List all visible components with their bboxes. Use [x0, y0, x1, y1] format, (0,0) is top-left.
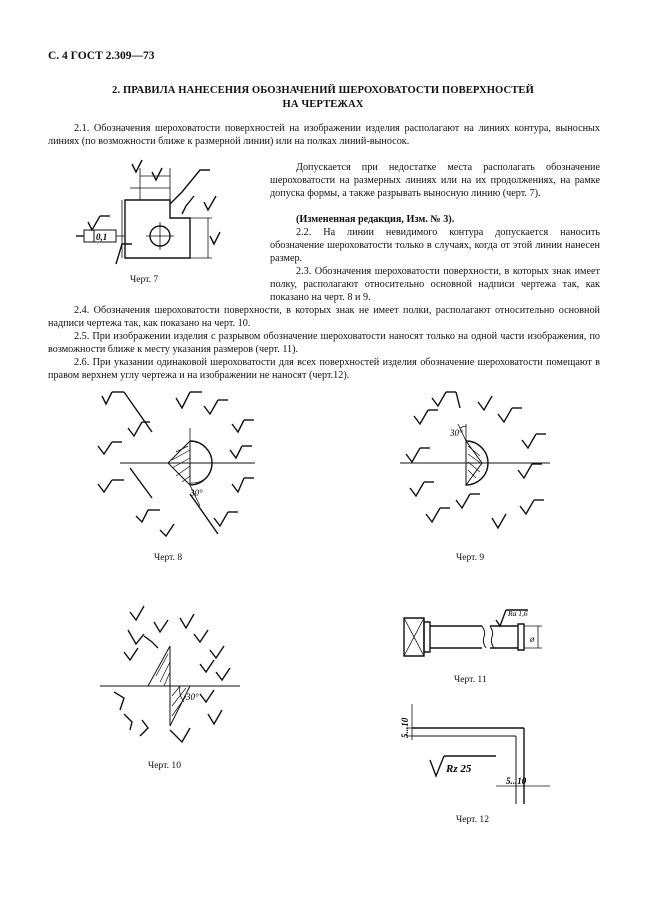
caption-fig-11: Черт. 11 [454, 674, 487, 685]
section-title [48, 84, 598, 112]
page-header: С. 4 ГОСТ 2.309—73 [48, 50, 155, 62]
section-title-line-1: 2. ПРАВИЛА НАНЕСЕНИЯ ОБОЗНАЧЕНИЙ ШЕРОХОВАТОСТИ ПОВЕРХНОСТЕЙ [112, 85, 534, 96]
fig9-angle-label: 30° [450, 428, 463, 438]
paragraph-2-2: 2.2. На линии невидимого контура допускается наносить обозначение шероховатости только в случаях, когда от этой линии нанесен размер. [270, 227, 600, 265]
paragraph-2-1-cont: Допускается при недостатке места располагать обозначение шероховатости на размерных линиях или на их продолжениях, на рамке допуска формы, а также разрывать выносную линию (черт. 7). [270, 162, 600, 200]
paragraph-2-1: 2.1. Обозначения шероховатости поверхностей на изображении изделия располагают на линиях контура, выносных линиях (по возможности ближе к размерной линии) или на полках линий-выносок. [48, 123, 600, 148]
paragraph-2-3: 2.3. Обозначения шероховатости поверхности, в которых знак имеет полку, располагают относительно основной надписи чертежа так, как показано на черт. 8 и 9. [270, 266, 600, 304]
fig12-dim-label-b: 5...10 [506, 776, 527, 786]
figure-11-drawing [400, 602, 560, 668]
caption-fig-8: Черт. 8 [154, 552, 183, 563]
figure-7-drawing [70, 158, 265, 273]
figure-12-drawing [400, 700, 550, 804]
fig12-dim-label-a: 5...10 [400, 717, 410, 738]
paragraph-2-5: 2.5. При изображении изделия с разрывом обозначение шероховатости наносят только на одной части изображения, по возможности ближе к месту указания размеров (черт. 11). [48, 331, 600, 356]
fig8-angle-label: 30° [190, 488, 203, 498]
fig11-ra-label: Ra 1,6 [508, 609, 528, 618]
caption-fig-10: Черт. 10 [148, 760, 182, 771]
section-title-line-2: НА ЧЕРТЕЖАХ [282, 99, 364, 110]
fig7-tolerance-value: 0,1 [96, 232, 108, 242]
paragraph-2-4: 2.4. Обозначения шероховатости поверхности, в которых знак не имеет полки, располагают относительно основной надписи чертежа так, как показано на черт. 10. [48, 305, 600, 330]
figure-8-drawing [90, 388, 260, 538]
caption-fig-9: Черт. 9 [456, 552, 485, 563]
caption-fig-7: Черт. 7 [130, 274, 159, 285]
figure-9-drawing [400, 388, 560, 538]
fig11-diameter-label: ø [530, 634, 535, 644]
paragraph-2-6: 2.6. При указании одинаковой шероховатости для всех поверхностей изделия обозначение шероховатости помещают в правом верхнем углу чертежа и на изображении не наносят (черт.12). [48, 357, 600, 382]
figure-10-drawing [100, 606, 240, 752]
amendment-note: (Измененная редакция, Изм. № 3). [296, 214, 455, 225]
fig10-angle-label: 30° [186, 692, 199, 702]
fig12-rz-label: Rz 25 [446, 763, 472, 775]
caption-fig-12: Черт. 12 [456, 814, 490, 825]
